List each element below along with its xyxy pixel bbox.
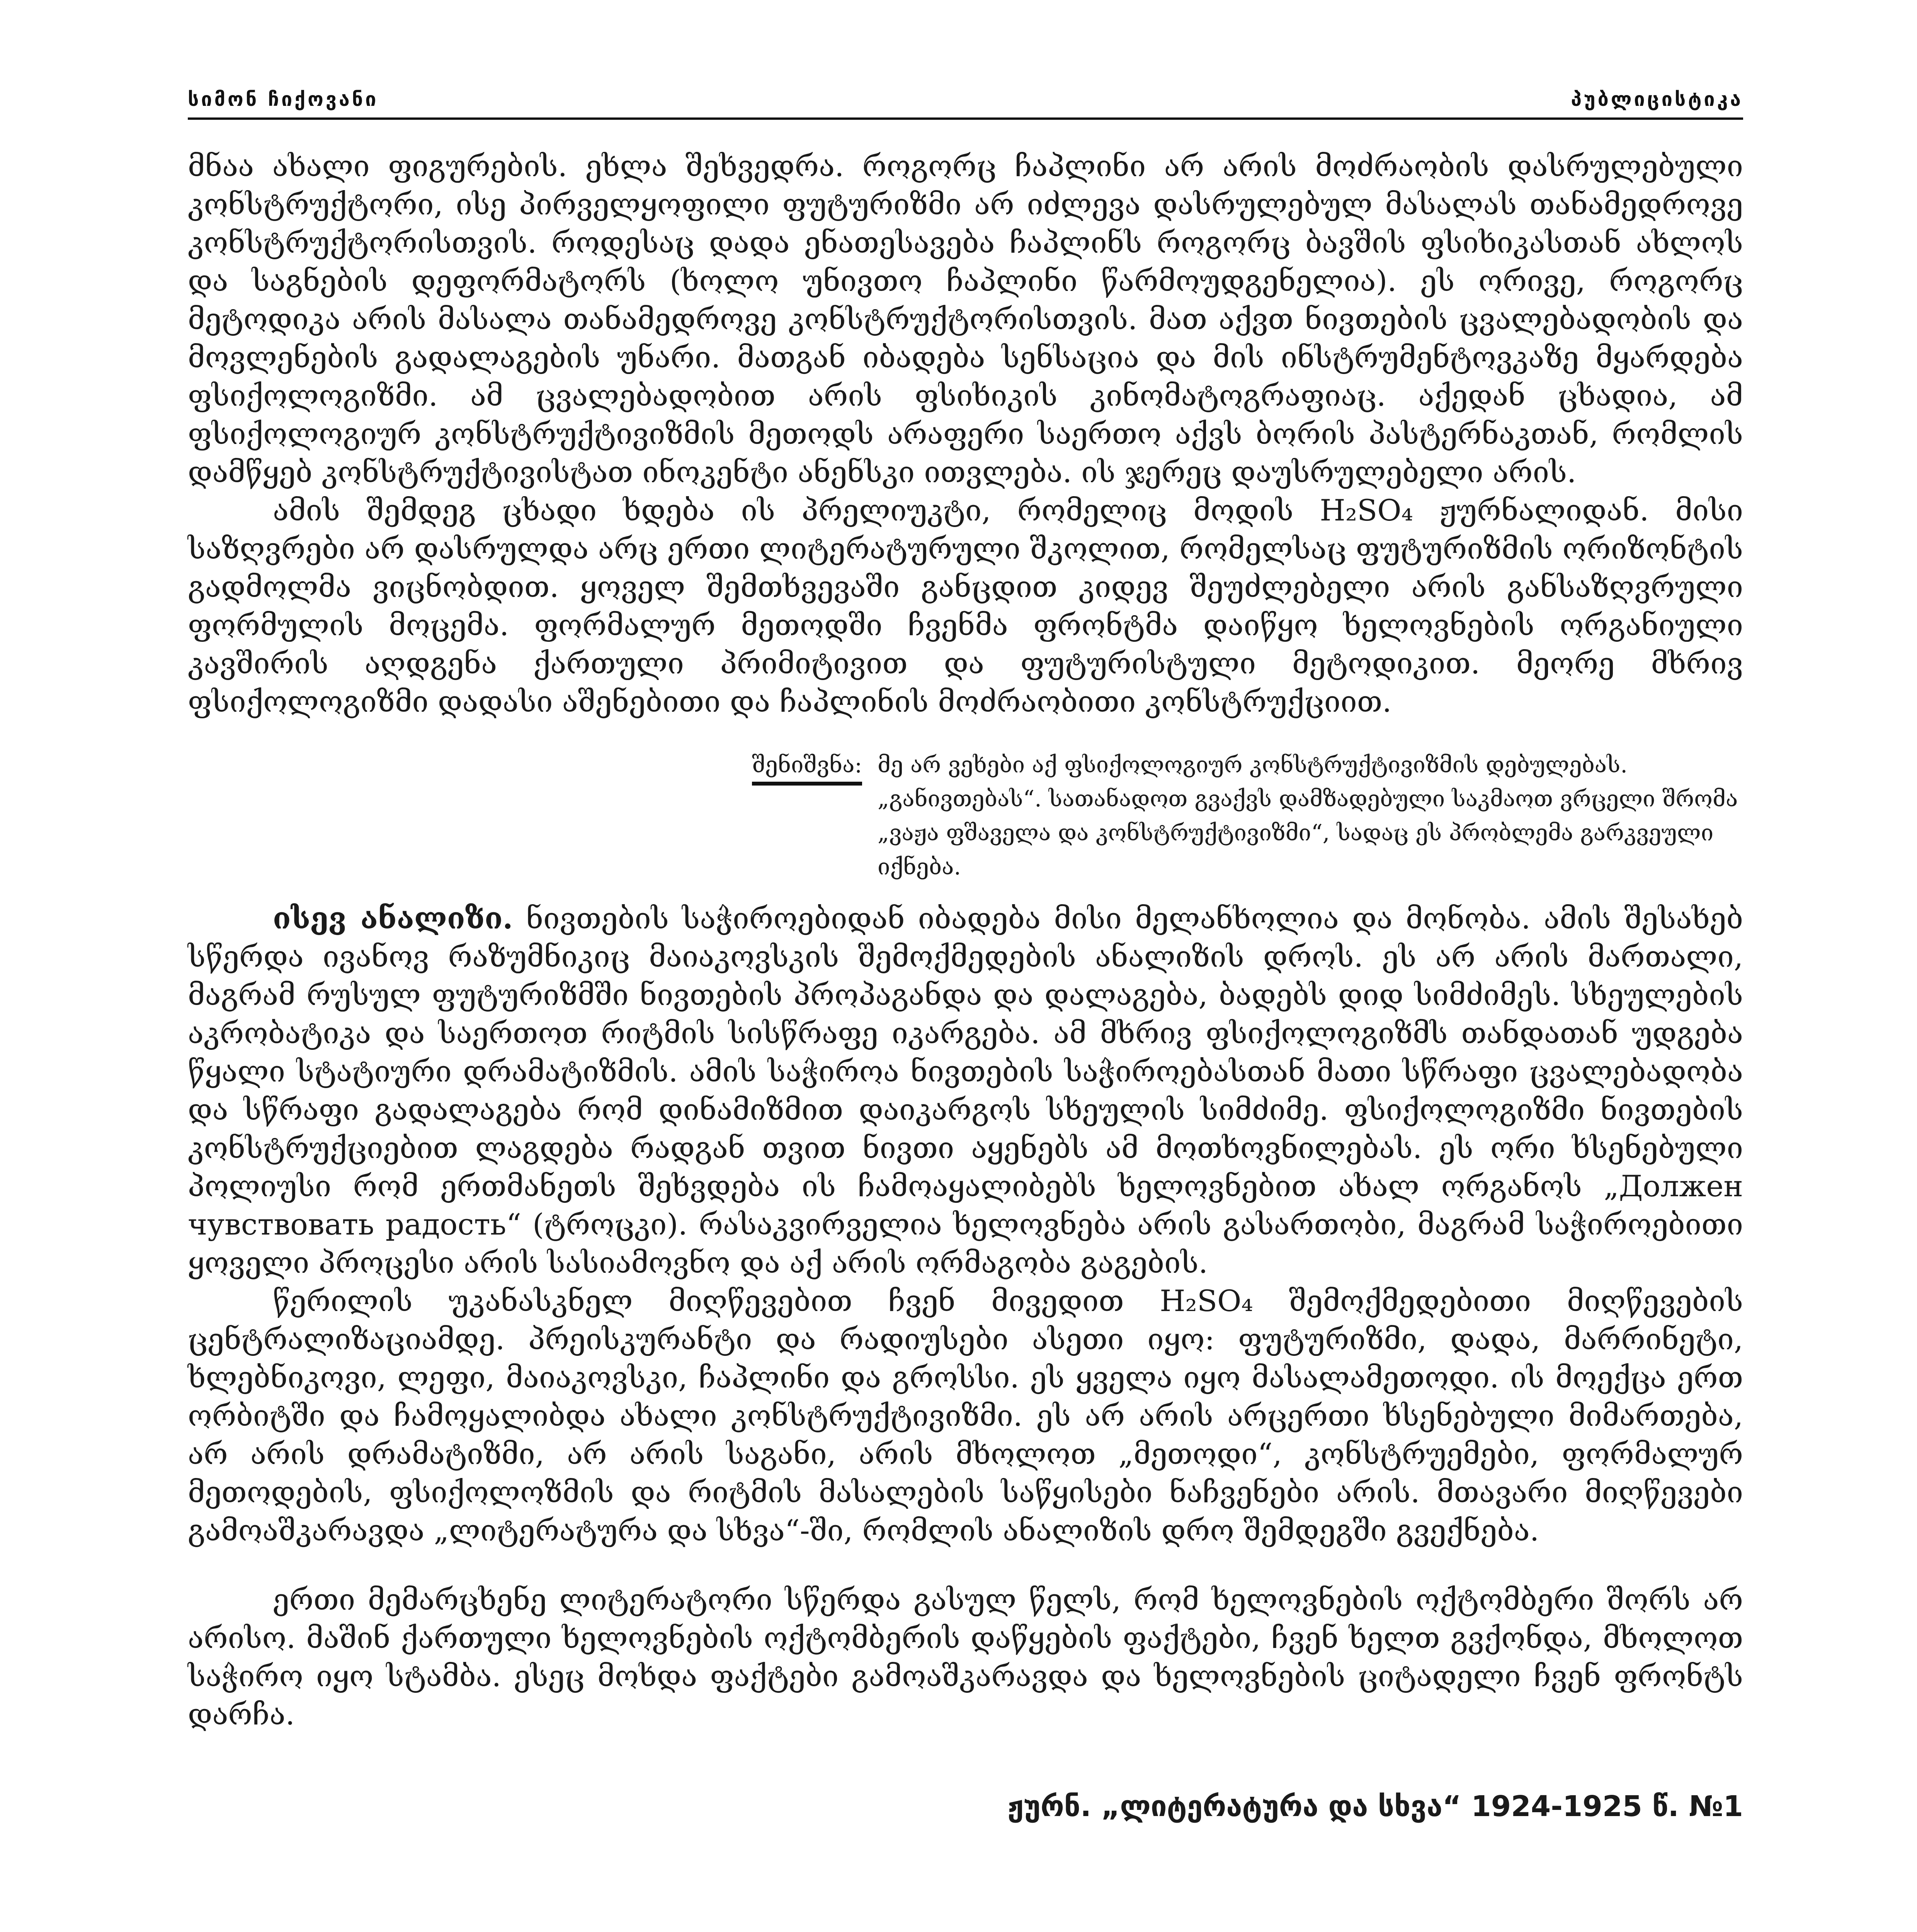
header-rule bbox=[188, 117, 1743, 120]
paragraph: მნაა ახალი ფიგურების. ეხლა შეხვედრა. როგორც ჩაპლინი არ არის მოძრაობის დასრულებული კონსტრუქტორი, ისე პირველყოფილი ფუტურიზმი არ იძლევა დასრულებულ მასალას თანამედროვე კონსტრუქტორისთვის. როდესაც დადა ენათესავება ჩაპლინს როგორც ბავშის ფსიხიკასთან ახლოს და საგნების დეფორმატორს (ხოლო უნივთო ჩაპლინი წარმოუდგენელია). ეს ორივე, როგორც მეტოდიკა არის მასალა თანამედროვე კონსტრუქტორისთვის. მათ აქვთ ნივთების ცვალებადობის და მოვლენების გადალაგების უნარი. მათგან იბადება სენსაცია და მის ინსტრუმენტოვკაზე მყარდება ფსიქოლოგიზმი. ამ ცვალებადობით არის ფსიხიკის კინომატოგრაფიაც. აქედან ცხადია, ამ ფსიქოლოგიურ კონსტრუქტივიზმის მეთოდს არაფერი საერთო აქვს ბორის პასტერნაკთან, რომლის დამწყებ კონსტრუქტივისტათ ინოკენტი ანენსკი ითვლება. ის ჯერეც დაუსრულებელი არის. bbox=[188, 149, 1743, 489]
running-header-author: სიმონ ჩიქოვანი bbox=[188, 88, 379, 111]
paragraph: ერთი მემარცხენე ლიტერატორი სწერდა გასულ წელს, რომ ხელოვნების ოქტომბერი შორს არ არისო. მაშინ ქართული ხელოვნების ოქტომბერის დაწყების ფაქტები, ჩვენ ხელთ გვქონდა, მხოლოთ საჭირო იყო სტამბა. ესეც მოხდა ფაქტები გამოაშკარავდა და ხელოვნების ციტადელი ჩვენ ფრონტს დარჩა. bbox=[188, 1582, 1743, 1731]
running-header-section: პუბლიცისტიკა bbox=[1571, 88, 1743, 111]
footnote-text: მე არ ვეხები აქ ფსიქოლოგიურ კონსტრუქტივიზმის დებულებას. „განივთებას“. სათანადოთ გვაქვს დამზადებული საკმაოთ ვრცელი შრომა „ვაჟა ფშაველა და კონსტრუქტივიზმი“, სადაც ეს პრობლემა გარკვეული იქნება. bbox=[878, 752, 1738, 880]
paragraph-text: ნივთების საჭიროებიდან იბადება მისი მელანხოლია და მონობა. ამის შესახებ სწერდა ივანოვ რაზუმნიკიც მაიაკოვსკის შემოქმედების ანალიზის დროს. ეს არ არის მართალი, მაგრამ რუსულ ფუტურიზმში ნივთების პროპაგანდა და დალაგება, ბადებს დიდ სიმძიმეს. სხეულების აკრობატიკა და საერთოთ რიტმის სისწრაფე იკარგება. ამ მხრივ ფსიქოლოგიზმს თანდათან უდგება წყალი სტატიური დრამატიზმის. ამის საჭიროა ნივთების საჭიროებასთან მათი სწრაფი ცვალებადობა და სწრაფი გადალაგება რომ დინამიზმით დაიკარგოს სხეულის სიმძიმე. ფსიქოლოგიზმი ნივთების კონსტრუქციებით ლაგდება რადგან თვით ნივთი აყენებს ამ მოთხოვნილებას. ეს ორი ხსენებული პოლიუსი რომ ერთმანეთს შეხვდება ის ჩამოაყალიბებს ხელოვნებით ახალ ორგანოს „Должен чувствовать радость“ (ტროცკი). რასაკვირველია ხელოვნება არის გასართობი, მაგრამ საჭიროებითი ყოველი პროცესი არის სასიამოვნო და აქ არის ორმაგობა გაგების. bbox=[188, 901, 1743, 1280]
run-in-heading: ისევ ანალიზი. bbox=[273, 901, 513, 935]
source-citation: ჟურნ. „ლიტერატურა და სხვა“ 1924-1925 წ. №1 bbox=[1007, 1790, 1743, 1823]
footnote-label: შენიშვნა: bbox=[752, 748, 862, 786]
paragraph: ამის შემდეგ ცხადი ხდება ის პრელიუკტი, რომელიც მოდის H₂SO₄ ჟურნალიდან. მისი საზღვრები არ დასრულდა არც ერთი ლიტერატურული შკოლით, რომელსაც ფუტურიზმის ორიზონტის გადმოლმა ვიცნობდით. ყოველ შემთხვევაში განცდით კიდევ შეუძლებელი არის განსაზღვრული ფორმულის მოცემა. ფორმალურ მეთოდში ჩვენმა ფრონტმა დაიწყო ხელოვნების ორგანიული კავშირის აღდგენა ქართული პრიმიტივით და ფუტურისტული მეტოდიკით. მეორე მხრივ ფსიქოლოგიზმი დადასი აშენებითი და ჩაპლინის მოძრაობითი კონსტრუქციით. bbox=[188, 493, 1743, 719]
body-text bbox=[188, 147, 1743, 1826]
paragraph bbox=[188, 899, 1743, 1282]
footnote bbox=[752, 748, 1743, 884]
paragraph: წერილის უკანასკნელ მიღწევებით ჩვენ მივედით H₂SO₄ შემოქმედებითი მიღწევების ცენტრალიზაციამდე. პრეისკურანტი და რადიუსები ასეთი იყო: ფუტურიზმი, დადა, მარრინეტი, ხლებნიკოვი, ლეფი, მაიაკოვსკი, ჩაპლინი და გროსსი. ეს ყველა იყო მასალამეთოდი. ის მოექცა ერთ ორბიტში და ჩამოყალიბდა ახალი კონსტრუქტივიზმი. ეს არ არის არცერთი ხსენებული მიმართება, არ არის დრამატიზმი, არ არის საგანი, არის მხოლოთ „მეთოდი“, კონსტრუემები, ფორმალურ მეთოდების, ფსიქოლოზმის და რიტმის მასალების საწყისები ნაჩვენები არის. მთავარი მიღწევები გამოაშკარავდა „ლიტერატურა და სხვა“-ში, რომლის ანალიზის დრო შემდეგში გვექნება. bbox=[188, 1284, 1743, 1548]
